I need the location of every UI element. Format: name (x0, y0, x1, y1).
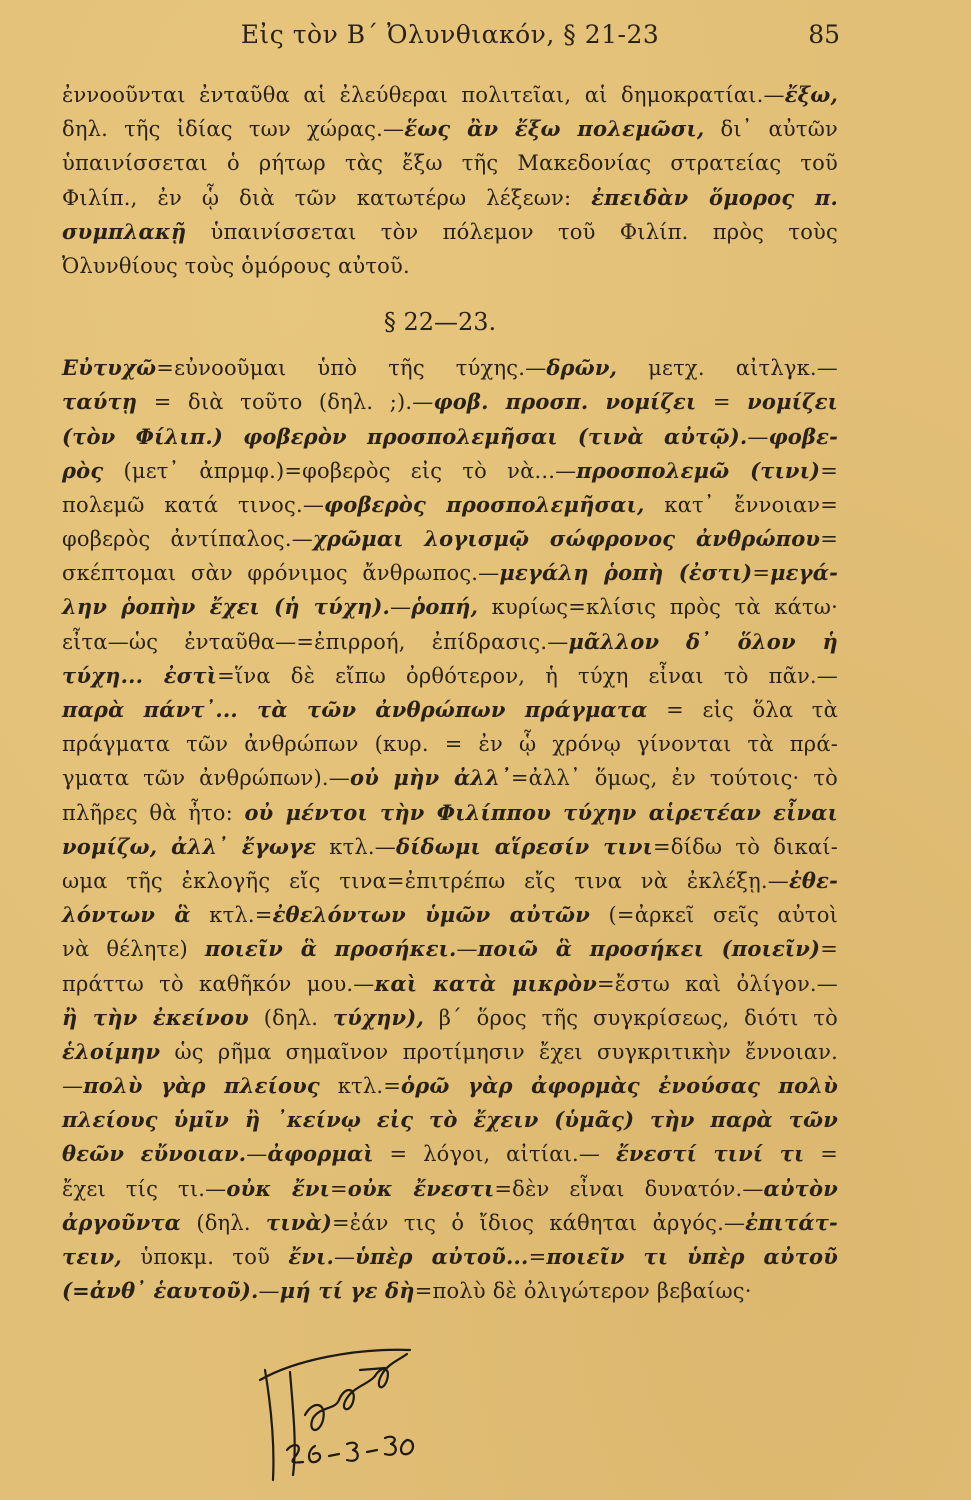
lemma-text: ἔνεστί τινί τι (615, 1141, 805, 1167)
text-line (62, 898, 838, 932)
lemma-text: ὑπὲρ αὐτοῦ... (355, 1244, 529, 1269)
gloss-text: β΄ ὅρος τῆς συγκρίσεως, διότι τὸ (423, 1005, 838, 1030)
gloss-text: — (390, 595, 412, 620)
lemma-text: ταύτῃ (62, 389, 138, 415)
text-line (62, 146, 838, 180)
gloss-text: = (820, 937, 838, 962)
gloss-text: ὑπαινίσσεται τὸν πόλεμον τοῦ Φιλίπ. πρὸς τοὺς (186, 219, 838, 244)
lemma-text: μεγά- (770, 560, 838, 586)
lemma-text: ἐπιτάτ- (745, 1209, 838, 1235)
running-header (60, 14, 840, 58)
lemma-text: οὐ μὴν ἀλλ᾽ (350, 765, 511, 791)
lemma-text: ποιεῖν ἃ προσήκει. (204, 936, 457, 962)
lemma-text: συμπλακῇ (62, 218, 187, 244)
page-number: 85 (808, 20, 840, 49)
text-line (62, 249, 838, 283)
gloss-text: δηλ. τῆς ἰδίας των χώρας.— (62, 117, 405, 142)
lemma-text: πολὺ γὰρ πλείους (83, 1073, 320, 1099)
gloss-text: πράττω τὸ καθῆκόν μου.— (62, 971, 375, 996)
lemma-text: ὁρῶ γὰρ ἀφορμὰς ἐνούσας πολὺ (401, 1073, 838, 1099)
gloss-text: = (820, 527, 838, 552)
lemma-text: ἔνι. (288, 1244, 334, 1269)
lemma-text: ἐθελόντων ὑμῶν αὐτῶν (272, 902, 590, 928)
text-line (62, 796, 838, 830)
lemma-text: ἔξω, (784, 82, 838, 107)
text-line (62, 1069, 838, 1103)
lemma-text: τύχη... ἐστὶ (62, 662, 218, 688)
page-title: Εἰς τὸν Β΄ Ὀλυνθιακόν, § 21-23 (240, 20, 660, 49)
lemma-text: ῥοπή, (411, 594, 479, 620)
lemma-text: ἐπειδὰν ὅμορος π. (591, 184, 838, 210)
gloss-text: — (747, 424, 769, 449)
text-line (62, 112, 838, 146)
gloss-text: — (246, 1142, 268, 1167)
gloss-text: πλῆρες θὰ ἦτο: (62, 800, 245, 825)
text-line (62, 215, 838, 249)
gloss-text: φοβερὸς ἀντίπαλος.— (62, 527, 313, 552)
text-line (62, 1206, 838, 1240)
gloss-text: = λόγοι, αἰτίαι.— (373, 1142, 616, 1167)
lemma-text: αὐτὸν (763, 1175, 838, 1201)
gloss-text: = εἰς ὅλα τὰ (647, 698, 838, 722)
gloss-text: κτλ.= (319, 1074, 402, 1099)
lemma-text: καὶ κατὰ μικρὸν (374, 970, 597, 996)
text-line (62, 659, 838, 693)
gloss-text: — (258, 1279, 280, 1304)
lemma-text: οὐκ ἔνι (226, 1175, 330, 1201)
lemma-text: τινὰ) (266, 1209, 332, 1235)
text-line (62, 1240, 838, 1274)
lemma-text: λην ῥοπὴν ἔχει (ἡ τύχη). (62, 594, 391, 620)
gloss-text: = (752, 561, 771, 586)
text-line (62, 1172, 838, 1206)
text-line (62, 181, 838, 215)
gloss-text: =ἀλλ᾽ ὅμως, ἐν τούτοις· τὸ (510, 766, 839, 791)
gloss-text: = (820, 458, 838, 483)
text-line (62, 351, 838, 385)
lemma-text: Εὐτυχῶ (62, 355, 157, 381)
gloss-text: =δὲν εἶναι δυνατόν.— (494, 1176, 764, 1201)
lemma-text: προσπολεμῶ (τινι) (576, 457, 821, 483)
lemma-text: λόντων ἃ (62, 902, 191, 928)
gloss-text: ωμα τῆς ἐκλογῆς εἴς τινα=ἐπιτρέπω εἴς τινα νὰ ἐκλέξῃ.— (62, 868, 789, 893)
text-line (62, 761, 838, 795)
text-line (62, 932, 838, 966)
gloss-text: νὰ θέλητε) (62, 937, 205, 962)
gloss-text: γματα τῶν ἀνθρώπων).— (62, 766, 350, 791)
text-line (62, 693, 838, 727)
text-line (62, 1274, 838, 1308)
lemma-text: φοβε- (768, 423, 838, 449)
lemma-text: μᾶλλον δ᾽ ὅλον ἡ (568, 628, 838, 654)
lemma-text: ἀφορμαὶ (267, 1141, 374, 1167)
gloss-text: = διὰ τοῦτο (δηλ. ;).— (137, 390, 434, 415)
lemma-text: οὐ μέντοι τὴν Φιλίππου τύχην αἱρετέαν εἶναι (244, 799, 838, 825)
lemma-text: ἑλοίμην (62, 1038, 161, 1064)
text-line (62, 454, 838, 488)
gloss-text: ἐννοοῦνται ἐνταῦθα αἱ ἐλεύθεραι πολιτεῖαι, αἱ δημοκρατίαι.— (62, 83, 785, 107)
lemma-text: ἀργοῦντα (62, 1209, 182, 1235)
gloss-text: =ἵνα δὲ εἴπω ὀρθότερον, ἡ τύχη εἶναι τὸ πᾶν.— (217, 663, 839, 688)
lemma-text: πλείους ὑμῖν ἢ ᾽κείνῳ εἰς τὸ ἔχειν (ὑμᾶς) τὴν παρὰ τῶν (62, 1107, 838, 1133)
gloss-text: εἶτα—ὡς ἐνταῦθα—=ἐπιρροή, ἐπίδρασις.— (62, 629, 569, 654)
gloss-text: — (456, 937, 478, 962)
text-line (62, 864, 838, 898)
lemma-text: φοβ. προσπ. νομίζει (433, 389, 697, 415)
lemma-text: ἕως ἂν ἔξω πολεμῶσι, (404, 116, 705, 142)
gloss-text: = (696, 390, 748, 415)
handwritten-signature (235, 1340, 435, 1490)
lemma-text: ποιῶ ἃ προσήκει (ποιεῖν) (477, 936, 821, 962)
lemma-text: μή τί γε δὴ (279, 1278, 415, 1304)
lemma-text: νομίζει (747, 389, 839, 415)
lemma-text: (τὸν Φίλιπ.) φοβερὸν προσπολεμῆσαι (τινὰ αὐτῷ). (62, 423, 748, 449)
lemma-text: θεῶν εὔνοιαν. (62, 1141, 247, 1167)
lemma-text: ἢ τὴν ἐκείνου (62, 1004, 249, 1030)
text-line (62, 78, 838, 112)
paragraph-after-heading (62, 351, 838, 1308)
text-line (62, 1103, 838, 1137)
lemma-text: νομίζω, ἀλλ᾽ ἔγωγε (62, 833, 317, 859)
gloss-text: πολεμῶ κατά τινος.— (62, 492, 325, 517)
text-line (62, 488, 838, 522)
gloss-text: (δηλ. (181, 1210, 267, 1235)
gloss-text: =ἔστω καὶ ὀλίγον.— (596, 971, 838, 996)
text-line (62, 830, 838, 864)
gloss-text: =εὐνοοῦμαι ὑπὸ τῆς τύχης.— (156, 356, 547, 381)
gloss-text: (μετ᾽ ἀπρμφ.)=φοβερὸς εἰς τὸ νὰ...— (103, 458, 577, 483)
gloss-text: Ὀλυνθίους τοὺς ὁμόρους αὐτοῦ. (62, 253, 410, 278)
gloss-text: ὑποκμ. τοῦ (121, 1245, 289, 1269)
gloss-text: κατ᾽ ἔννοιαν= (644, 492, 839, 517)
lemma-text: δρῶν, (546, 355, 618, 381)
text-line (62, 1001, 838, 1035)
gloss-text: ἔχει τίς τι.— (62, 1176, 227, 1201)
gloss-text: μετχ. αἰτλγκ.— (617, 356, 838, 381)
lemma-text: μεγάλη ῥοπὴ (ἐστι) (499, 560, 753, 586)
lemma-text: ποιεῖν τι ὑπὲρ αὐτοῦ (546, 1244, 838, 1269)
section-heading: § 22—23. (383, 308, 497, 337)
gloss-text: = (804, 1142, 838, 1167)
text-line (62, 522, 838, 556)
gloss-text: = (528, 1245, 547, 1269)
commentary-text (62, 78, 838, 1308)
gloss-text: Φιλίπ., ἐν ᾧ διὰ τῶν κατωτέρω λέξεων: (62, 185, 592, 210)
lemma-text: χρῶμαι λογισμῷ σώφρονος ἀνθρώπου (312, 526, 821, 552)
lemma-text: φοβερὸς προσπολεμῆσαι, (324, 491, 645, 517)
paragraph-before-heading (62, 78, 838, 283)
gloss-text: — (333, 1245, 356, 1269)
lemma-text: (=ἀνθ᾽ ἑαυτοῦ). (62, 1278, 259, 1304)
gloss-text: ὡς ρῆμα σημαῖνον προτίμησιν ἔχει συγκριτικὴν ἔννοιαν. (160, 1039, 838, 1064)
gloss-text: δι᾽ αὐτῶν (704, 117, 838, 142)
gloss-text: κτλ.= (190, 903, 273, 928)
text-line (62, 1035, 838, 1069)
gloss-text: κυρίως=κλίσις πρὸς τὰ κάτω· (478, 595, 838, 620)
gloss-text: κτλ.— (316, 834, 396, 859)
gloss-text: =πολὺ δὲ ὀλιγώτερον βεβαίως· (414, 1279, 752, 1304)
gloss-text: πράγματα τῶν ἀνθρώπων (κυρ. = ἐν ᾧ χρόνῳ γίνονται τὰ πρά- (62, 732, 838, 757)
lemma-text: δίδωμι αἵρεσίν τινι (395, 833, 654, 859)
text-line (62, 556, 838, 590)
text-line (62, 1137, 838, 1171)
gloss-text: =ἐάν τις ὁ ἴδιος κάθηται ἀργός.— (331, 1210, 746, 1235)
lemma-text: οὐκ ἔνεστι (347, 1175, 495, 1201)
lemma-text: παρὰ πάντ᾽... τὰ τῶν ἀνθρώπων πράγματα (62, 697, 648, 722)
gloss-text: (δηλ. (248, 1005, 333, 1030)
gloss-text: (=ἀρκεῖ σεῖς αὐτοὶ (590, 903, 838, 928)
signature-image (235, 1340, 435, 1490)
lemma-text: ρὸς (62, 457, 104, 483)
text-line (62, 625, 838, 659)
text-line (62, 590, 838, 624)
text-line (62, 385, 838, 419)
gloss-text: ὑπαινίσσεται ὁ ρήτωρ τὰς ἔξω τῆς Μακεδονίας στρατείας τοῦ (62, 151, 838, 176)
text-line (62, 420, 838, 454)
lemma-text: τύχην), (332, 1004, 424, 1030)
text-line (62, 727, 838, 761)
gloss-text: σκέπτομαι σὰν φρόνιμος ἄνθρωπος.— (62, 561, 500, 586)
gloss-text: =δίδω τὸ δικαί- (653, 834, 838, 859)
lemma-text: τειν, (62, 1244, 122, 1269)
gloss-text: = (330, 1176, 348, 1201)
gloss-text: — (62, 1074, 84, 1099)
lemma-text: ἐθε- (788, 867, 838, 893)
text-line (62, 967, 838, 1001)
